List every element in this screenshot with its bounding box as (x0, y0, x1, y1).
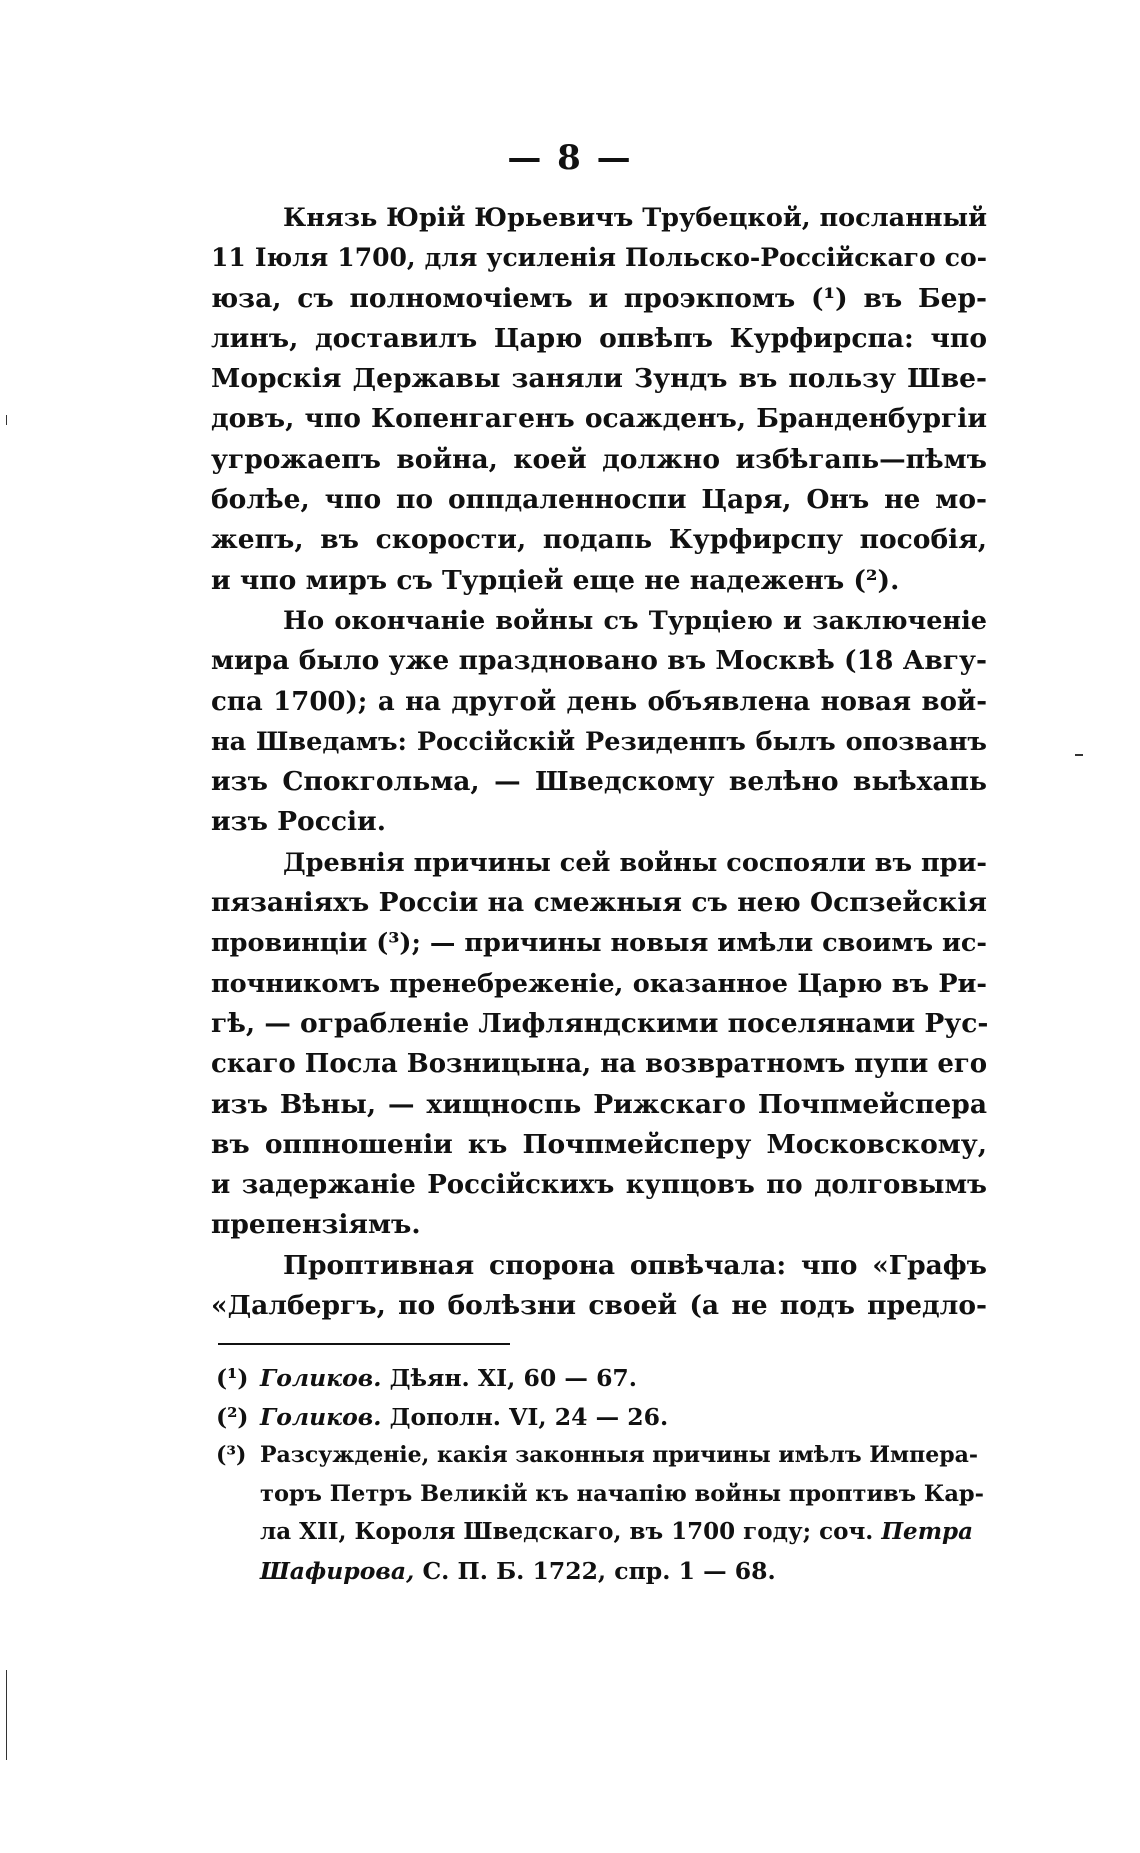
text-line: препензіямъ. (211, 1209, 421, 1241)
text-line: въ оппношеніи къ Почпмейсперу Московскому, (211, 1128, 987, 1160)
text-line: скаго Посла Возницына, на возвратномъ пупи его (211, 1049, 988, 1080)
page-number: — 8 — (507, 138, 633, 178)
footnote-author: Голиков. (260, 1364, 382, 1392)
footnote-2 (216, 1398, 987, 1437)
text-line: жепъ, въ скорости, подапь Курфирспу пособія, (211, 524, 987, 556)
text-line: почникомъ пренебреженіе, оказанное Царю въ Ри- (211, 968, 987, 999)
footnotes (216, 1359, 987, 1591)
text-line: болѣе, чпо по оппдаленноспи Царя, Онъ не мо- (211, 484, 987, 516)
footnote-reference: Дополн. VI, 24 — 26. (381, 1402, 669, 1431)
main-text (211, 198, 987, 1326)
text-line: и чпо миръ съ Турціей еще не надеженъ (²). (211, 564, 900, 596)
text-line: Проптивная спорона опвѣчала: чпо «Графъ (283, 1249, 987, 1281)
footnote-3-line-4 (216, 1552, 987, 1591)
text-line: на Шведамъ: Россійскій Резиденпъ былъ опозванъ (211, 726, 987, 757)
scan-speck (6, 415, 7, 425)
text-line: гѣ, — ограбленіе Лифляндскими поселянами Рус- (211, 1007, 989, 1039)
footnote-3-line-3 (216, 1513, 987, 1552)
text-line: изъ Вѣны, — хищноспь Рижскаго Почпмейспера (211, 1088, 987, 1120)
text-line: пязаніяхъ Россіи на смежныя съ нею Оспзейскія (211, 887, 987, 919)
text-line: изъ Россіи. (211, 806, 386, 838)
text-line: Князь Юрій Юрьевичъ Трубецкой, посланный (283, 203, 988, 233)
scan-speck (6, 1670, 7, 1760)
scan-speck (1075, 754, 1083, 756)
text-line: угрожаепъ война, коей должно избѣгапь—пѣмъ (211, 443, 987, 475)
text-line: мира было уже праздновано въ Москвѣ (18 Авгу- (211, 645, 987, 677)
text-line: линъ, доставилъ Царю опвѣпъ Курфирспа: чпо (211, 322, 987, 354)
footnote-text: ла XII, Короля Шведскаго, въ 1700 году; соч. (260, 1518, 874, 1546)
footnote-author: Шафирова, (260, 1556, 415, 1585)
footnote-author: Голиков. (260, 1402, 382, 1431)
footnote-author: Петра (881, 1518, 974, 1546)
footnote-divider (218, 1343, 510, 1345)
text-line: и задержаніе Россійскихъ купцовъ по долговымъ (211, 1170, 987, 1201)
footnote-marker: (²) (216, 1402, 249, 1431)
footnote-reference: С. П. Б. 1722, спр. 1 — 68. (414, 1556, 776, 1585)
text-line: юза, съ полномочіемъ и проэкпомъ (¹) въ Бер- (211, 282, 987, 314)
footnote-3-line-1 (216, 1436, 987, 1475)
text-line: изъ Спокгольма, — Шведскому велѣно выѣхапь (211, 766, 987, 798)
footnote-marker: (¹) (216, 1364, 249, 1392)
text-line: Но окончаніе войны съ Турціею и заключеніе (283, 605, 987, 636)
text-line: довъ, чпо Копенгагенъ осажденъ, Бранденбургіи (211, 403, 987, 435)
footnote-reference: Дѣян. XI, 60 — 67. (381, 1364, 637, 1392)
footnote-text: Разсужденіе, какія законныя причины имѣлъ Импера- (260, 1442, 979, 1469)
text-line: провинціи (³); — причины новыя имѣли своимъ ис- (211, 928, 987, 959)
footnote-3-line-2 (216, 1475, 987, 1514)
text-line: Морскія Державы заняли Зундъ въ пользу Шве- (211, 363, 987, 395)
footnote-text: торъ Петръ Великій къ начапію войны проптивъ Кар- (260, 1480, 984, 1507)
footnote-marker: (³) (216, 1442, 247, 1469)
footnote-1 (216, 1359, 987, 1398)
text-line: Древнія причины сей войны соспояли въ при- (283, 847, 987, 878)
text-line: спа 1700); а на другой день объявлена новая вой- (211, 686, 987, 717)
text-line: «Далбергъ, по болѣзни своей (а не подъ предло- (211, 1290, 987, 1322)
text-line: 11 Іюля 1700, для усиленія Польско-Россійскаго со- (211, 243, 987, 273)
